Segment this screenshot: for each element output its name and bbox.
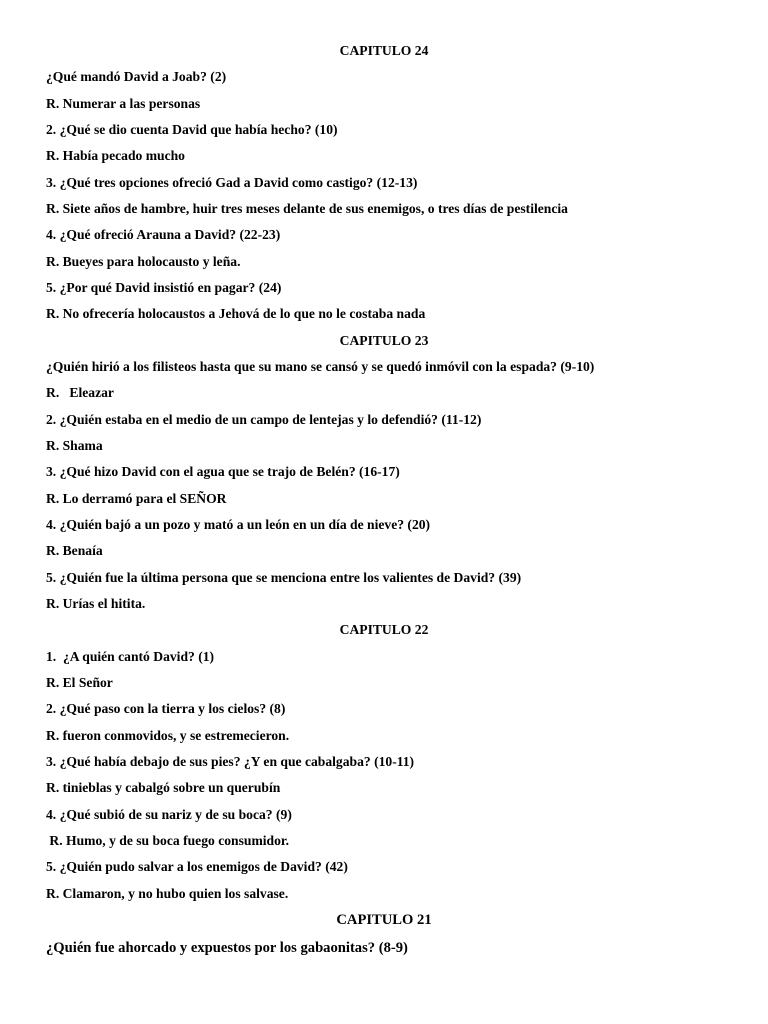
answer-line: R. tinieblas y cabalgó sobre un querubín: [46, 780, 281, 795]
question-line: 3. ¿Qué tres opciones ofreció Gad a David como castigo? (12-13): [46, 175, 418, 190]
answer-line: R. Bueyes para holocausto y leña.: [46, 254, 241, 269]
answer-line: R. El Señor: [46, 675, 113, 690]
answer-line: R. fueron conmovidos, y se estremecieron.: [46, 728, 290, 743]
question-line: 2. ¿Qué paso con la tierra y los cielos? (8): [46, 701, 286, 716]
answer-line: R. Humo, y de su boca fuego consumidor.: [46, 833, 290, 848]
question-line: 3. ¿Qué hizo David con el agua que se trajo de Belén? (16-17): [46, 464, 400, 479]
question-line: 3. ¿Qué había debajo de sus pies? ¿Y en que cabalgaba? (10-11): [46, 754, 415, 769]
question-line: 5. ¿Quién pudo salvar a los enemigos de David? (42): [46, 859, 348, 874]
answer-line: R. Había pecado mucho: [46, 148, 185, 163]
chapter-heading: CAPITULO 21: [336, 912, 432, 928]
chapter-heading: CAPITULO 24: [339, 43, 429, 58]
answer-line: R. Numerar a las personas: [46, 96, 201, 111]
chapter-heading: CAPITULO 22: [339, 622, 429, 637]
question-line: 2. ¿Quién estaba en el medio de un campo de lentejas y lo defendió? (11-12): [46, 412, 482, 427]
answer-line: R. Benaía: [46, 543, 103, 558]
question-line: 5. ¿Por qué David insistió en pagar? (24): [46, 280, 282, 295]
chapter-heading: CAPITULO 23: [339, 333, 429, 348]
question-line: ¿Qué mandó David a Joab? (2): [46, 69, 227, 84]
question-line: 5. ¿Quién fue la última persona que se menciona entre los valientes de David? (39): [46, 570, 522, 585]
question-line: 1. ¿A quién cantó David? (1): [46, 649, 215, 664]
answer-line: R. Urías el hitita.: [46, 596, 146, 611]
answer-line: R. Clamaron, y no hubo quien los salvase.: [46, 886, 289, 901]
question-line: 4. ¿Qué ofreció Arauna a David? (22-23): [46, 227, 281, 242]
question-line: 2. ¿Qué se dio cuenta David que había hecho? (10): [46, 122, 338, 137]
question-line: ¿Quién fue ahorcado y expuestos por los gabaonitas? (8-9): [46, 940, 408, 956]
answer-line: R. Lo derramó para el SEÑOR: [46, 491, 227, 506]
question-line: ¿Quién hirió a los filisteos hasta que su mano se cansó y se quedó inmóvil con la espada? (9-10): [46, 359, 595, 374]
answer-line: R. Siete años de hambre, huir tres meses delante de sus enemigos, o tres días de pestilencia: [46, 201, 568, 216]
answer-line: R. Eleazar: [46, 385, 114, 400]
question-line: 4. ¿Quién bajó a un pozo y mató a un león en un día de nieve? (20): [46, 517, 431, 532]
answer-line: R. Shama: [46, 438, 103, 453]
question-line: 4. ¿Qué subió de su nariz y de su boca? (9): [46, 807, 292, 822]
answer-line: R. No ofrecería holocaustos a Jehová de lo que no le costaba nada: [46, 306, 426, 321]
